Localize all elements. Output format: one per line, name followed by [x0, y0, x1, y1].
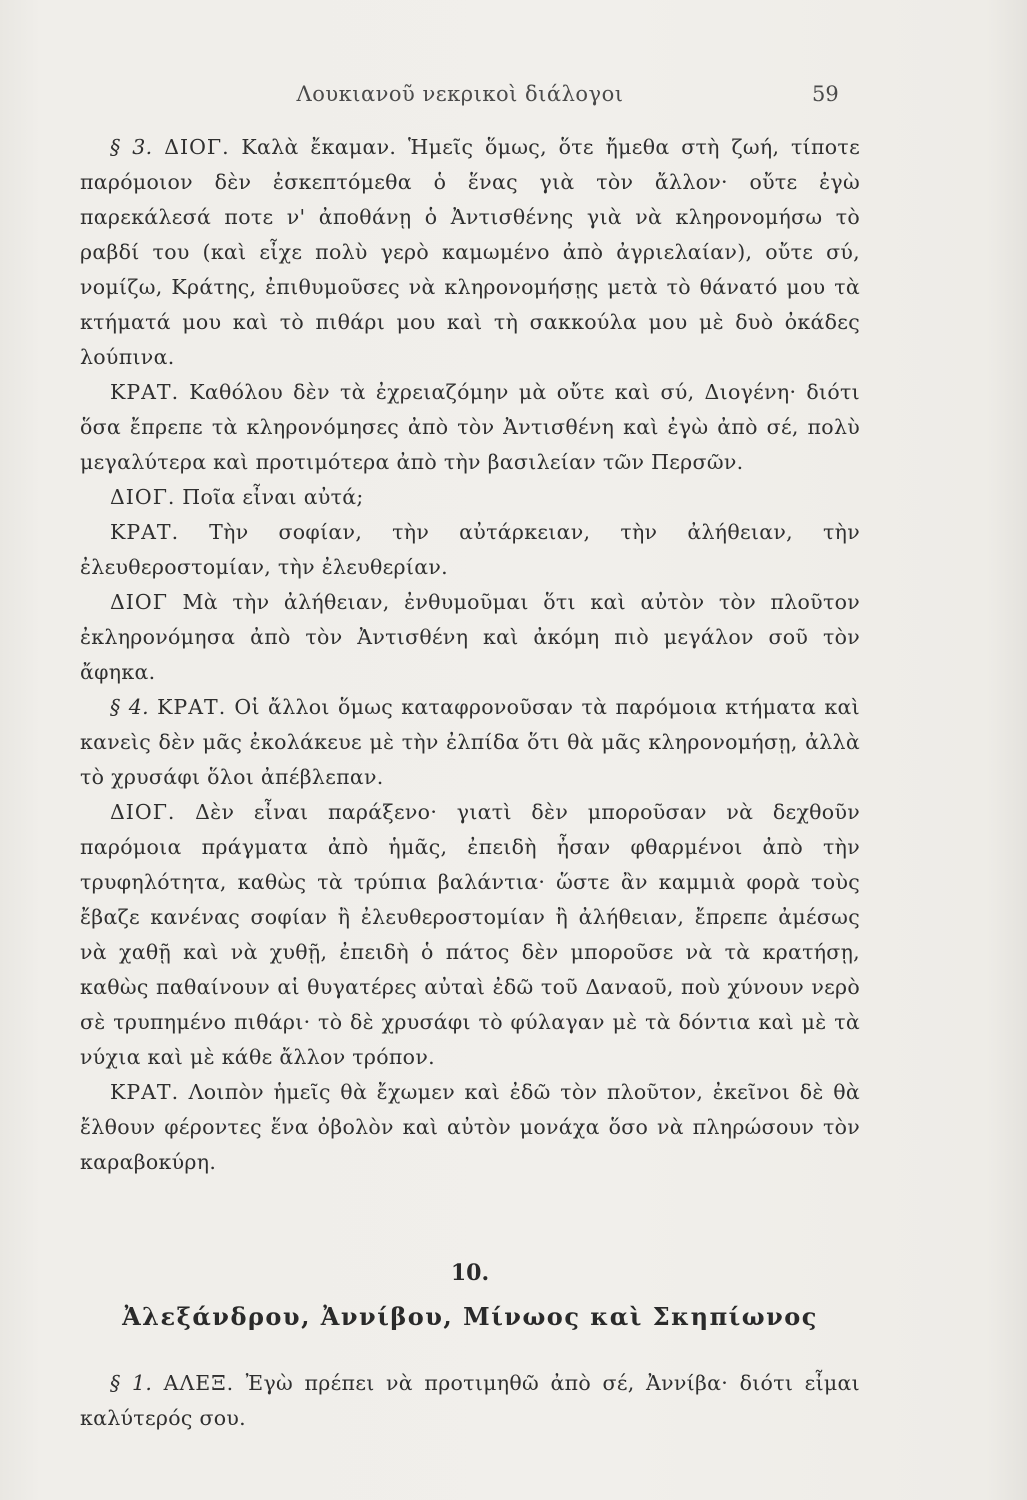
- paragraph-text: Ποῖα εἶναι αὐτά;: [182, 485, 364, 509]
- section-marker: § 3.: [110, 135, 153, 159]
- paragraph-text: Ἐγὼ πρέπει νὰ προτιμηθῶ ἀπὸ σέ, Ἀννίβα· διότι εἶμαι καλύτερός σου.: [80, 1371, 861, 1430]
- speaker-label: ΔΙΟΓ.: [110, 485, 176, 509]
- dialogue-number: 10.: [450, 1260, 490, 1286]
- paragraph-text: Δὲν εἶναι παράξενο· γιατὶ δὲν μποροῦσαν νὰ δεχθοῦν παρόμοια πράγματα ἀπὸ ἡμᾶς, ἐπειδὴ ἦσαν φθαρμένοι ἀπὸ τὴν τρυφηλότητα, καθὼς τὰ τρύπια βαλάντια· ὥστε ἂν καμμιὰ φορὰ τοὺς ἔβαζε κανένας σοφίαν ἢ ἐλευθεροστομίαν ἢ ἀλήθειαν, ἔπρεπε ἀμέσως νὰ χαθῇ καὶ νὰ χυθῇ, ἐπειδὴ ὁ πάτος δὲν μποροῦσε νὰ τὰ κρατήσῃ, καθὼς παθαίνουν αἱ θυγατέρες αὐταὶ ἐδῶ τοῦ Δαναοῦ, ποὺ χύνουν νερὸ σὲ τρυπημένο πιθάρι· τὸ δὲ χρυσάφι τὸ φύλαγαν μὲ τὰ δόντια καὶ μὲ τὰ νύχια καὶ μὲ κάθε ἄλλον τρόπον.: [80, 800, 860, 1069]
- speaker-label: ΚΡΑΤ.: [110, 380, 180, 404]
- paragraph-text: Οἱ ἄλλοι ὅμως καταφρονοῦσαν τὰ παρόμοια κτήματα καὶ κανεὶς δὲν μᾶς ἐκολάκευε μὲ τὴν ἐλπίδα ὅτι θὰ μᾶς κληρονομήσῃ, ἀλλὰ τὸ χρυσάφι ὅλοι ἀπέβλεπαν.: [80, 695, 860, 789]
- paragraph-text: Λοιπὸν ἡμεῖς θὰ ἔχωμεν καὶ ἐδῶ τὸν πλοῦτον, ἐκεῖνοι δὲ θὰ ἔλθουν φέροντες ἕνα ὀβολὸν καὶ αὐτὸν μονάχα ὅσο νὰ πληρώσουν τὸν καραβοκύρη.: [80, 1080, 860, 1174]
- dialogue-text: [80, 130, 860, 1180]
- paragraph-text: Μὰ τὴν ἀλήθειαν, ἐνθυμοῦμαι ὅτι καὶ αὐτὸν τὸν πλοῦτον ἐκληρονόμησα ἀπὸ τὸν Ἀντισθένη καὶ ἀκόμη πιὸ μεγάλον σοῦ τὸν ἄφηκα.: [80, 590, 860, 684]
- paragraph: [80, 795, 860, 1075]
- paragraph: [80, 585, 860, 690]
- paragraph: [80, 130, 860, 375]
- speaker-label: ΔΙΟΓ.: [110, 800, 176, 824]
- paragraph: [80, 690, 860, 795]
- paragraph: [80, 1075, 860, 1180]
- speaker-label: ΑΛΕΞ.: [163, 1371, 235, 1395]
- paragraph: [80, 375, 860, 480]
- section-marker: § 4.: [110, 695, 149, 719]
- page-number: 59: [812, 82, 839, 106]
- paragraph-text: Καλὰ ἔκαμαν. Ἡμεῖς ὅμως, ὅτε ἤμεθα στὴ ζωή, τίποτε παρόμοιον δὲν ἐσκεπτόμεθα ὁ ἕνας γιὰ τὸν ἄλλον· οὔτε ἐγὼ παρεκάλεσά ποτε ν' ἀποθάνῃ ὁ Ἀντισθένης γιὰ νὰ κληρονομήσω τὸ ραβδί του (καὶ εἶχε πολὺ γερὸ καμωμένο ἀπὸ ἀγριελαίαν), οὔτε σύ, νομίζω, Κράτης, ἐπιθυμοῦσες νὰ κληρονομήσῃς μετὰ τὸ θάνατό μου τὰ κτήματά μου καὶ τὸ πιθάρι μου καὶ τὴ σακκούλα μου μὲ δυὸ ὀκάδες λούπινα.: [80, 135, 860, 369]
- speaker-label: ΚΡΑΤ.: [110, 1080, 180, 1104]
- speaker-label: ΚΡΑΤ.: [110, 520, 180, 544]
- speaker-label: ΚΡΑΤ.: [157, 695, 227, 719]
- page-header: [0, 82, 1027, 122]
- speaker-label: ΔΙΟΓ: [110, 590, 168, 614]
- running-head: Λουκιανοῦ νεκρικοὶ διάλογοι: [296, 82, 624, 106]
- paragraph: [80, 480, 860, 515]
- paragraph-text: Τὴν σοφίαν, τὴν αὐτάρκειαν, τὴν ἀλήθειαν, τὴν ἐλευθεροστομίαν, τὴν ἐλευθερίαν.: [80, 520, 860, 579]
- paragraph: [80, 1366, 860, 1436]
- paragraph-text: Καθόλου δὲν τὰ ἐχρειαζόμην μὰ οὔτε καὶ σύ, Διογένη· διότι ὅσα ἔπρεπε τὰ κληρονόμησες ἀπὸ τὸν Ἀντισθένη καὶ ἐγὼ ἀπὸ σέ, πολὺ μεγαλύτερα καὶ προτιμότερα ἀπὸ τὴν βασιλείαν τῶν Περσῶν.: [80, 380, 860, 474]
- paragraph: [80, 515, 860, 585]
- dialogue-title: Ἀλεξάνδρου, Ἀννίβου, Μίνωος καὶ Σκηπίωνος: [122, 1302, 818, 1331]
- next-dialogue-text: [80, 1366, 860, 1436]
- section-marker: § 1.: [110, 1371, 153, 1395]
- speaker-label: ΔΙΟΓ.: [164, 135, 230, 159]
